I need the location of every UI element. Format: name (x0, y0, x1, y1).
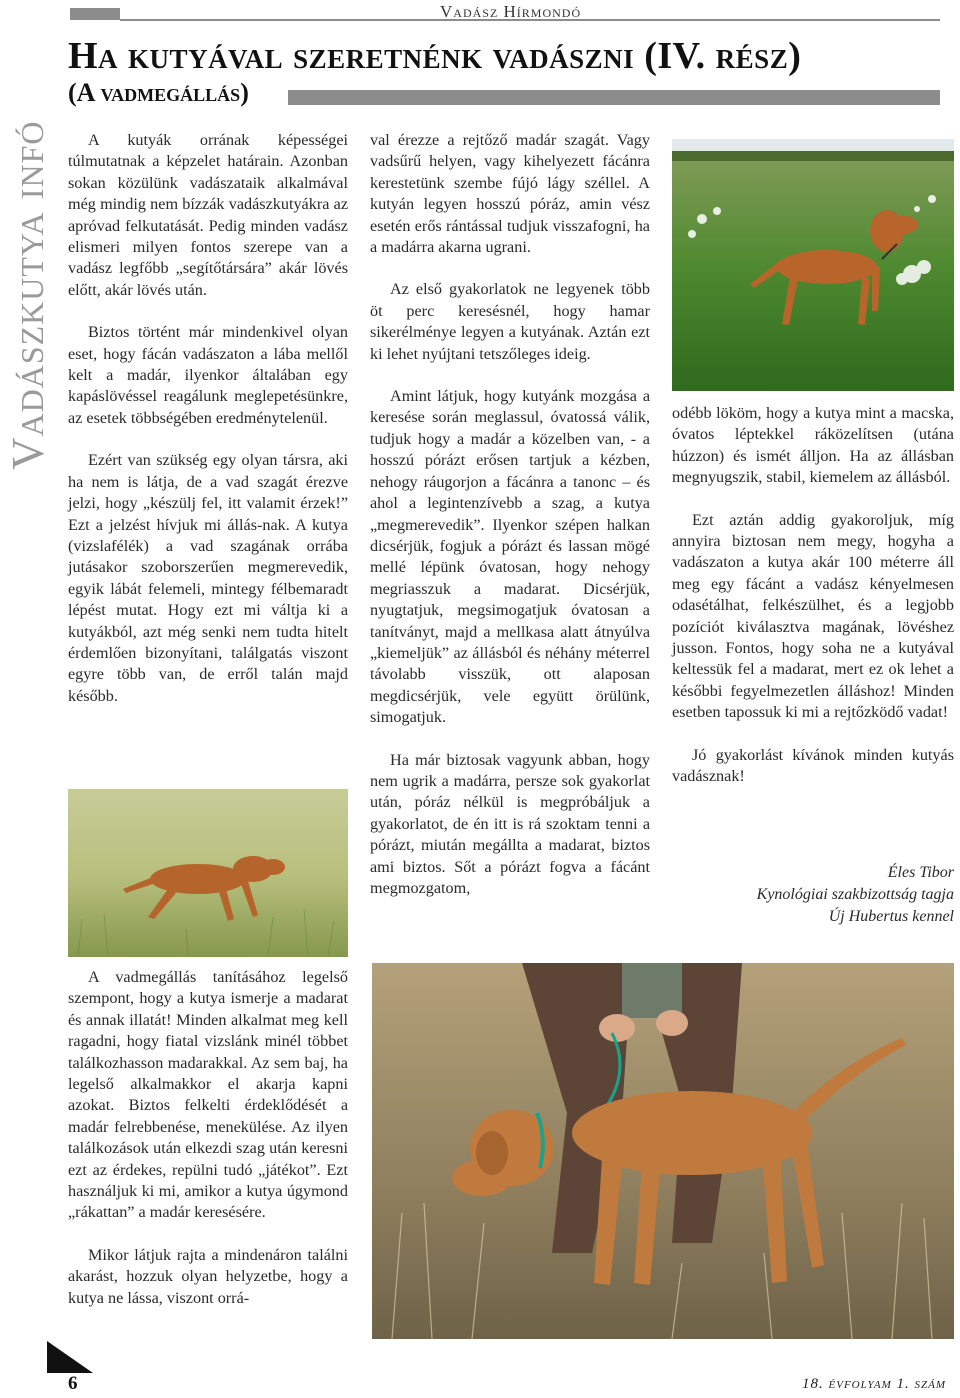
photo-dog-creeping (68, 789, 348, 957)
article-subtitle: (A vadmegállás) (68, 78, 249, 107)
title-rule (288, 90, 940, 105)
paragraph: Jó gyakorlást kívánok minden kutyás vadásznak! (672, 745, 954, 786)
paragraph: Az első gyakorlatok ne legyenek több öt perc keresésnél, hogy hamar sikerélménye legyen a kutyának. Aztán ezt ki lehet nyújtani tetszőleges ideig. (370, 280, 650, 363)
paragraph: Amint látjuk, hogy kutyánk mozgása a keresése során meglassul, óvatossá válik, tudjuk hogy a madár a közelben van, - a hosszú pórázt erősen tartjuk a kézben, nehogy ráugorjon a fácánra a tanonc – és ahol a legintenzívebb a szag, a kutya „megmerevedik”. Ilyenkor szépen halkan dicsérjük, fogjuk a pórázt és lassan mögé mellé lépünk óvatosan, hogy nehogy megriasszuk a madarat. Dicsérjük, nyugtatjuk, megsimogatjuk óvatosan a tanítványt, majd a mellkasa alatt átnyúlva „kiemeljük” az állásból és néhány méterrel távolabb visszük, ott alaposan megdicsérjük, vele együtt örülünk, simogatjuk. (370, 387, 650, 727)
paragraph: Ezt aztán addig gyakoroljuk, míg annyira biztosan nem megy, hogyha a vadászaton a kutya akár 100 méterre áll meg egy fácánt a vadász kényelmesen odasétálhat, felkészülhet, és a legjobb pozíciót kiválasztva magának, lövéshez jusson. Fontos, hogy soha ne a kutyával keltessük fel a madarat, mert ez ok lehet a későbbi fegyelmezetlen álláshoz! Minden esetben tapossuk ki mi a rejtőzködő vadat! (672, 510, 954, 722)
paragraph: A kutyák orrának képességei túlmutatnak a képzelet határain. Azonban sokan közülünk vadászataik alkalmával még mindig nem bízzák vadászkutyákra az apróvad felkutatását. Pedig minden vadász elismeri milyen fontos szerepe van a vadász legfőbb „segítőtársára” akár lövés előtt, akár lövés után. (68, 131, 348, 299)
author-name: Éles Tibor (887, 864, 954, 881)
column-2 (370, 130, 650, 899)
header-bar (70, 8, 120, 20)
author-kennel: Új Hubertus kennel (828, 908, 954, 925)
paragraph: A vadmegállás tanításához legelső szempont, hogy a kutya ismerje a madarat és annak illatát! Minden alkalmat meg kell ragadni, hogy fiatal vizslánk minél többet találkozhasson madarakkal. Az sem baj, ha legelső alkalmakkor el akarja kapni azokat. Biztos felkelti érdeklődését a madár felrebbenése, menekülése. Az ilyen találkozások után elkezdi szag után keresni ezt az érdekes, repülni tudó „játékot”. Ezt használjuk ki mi, amikor a kutya úgymond „rákattan” a madár keresésére. (68, 968, 348, 1222)
issue-info: 18. évfolyam 1. szám (802, 1376, 946, 1392)
paragraph: Ha már biztosak vagyunk abban, hogy nem ugrik a madárra, persze sok gyakorlat után, póráz nélkül is megpróbáljuk a gyakorlatot, de én itt is rá szoktam tenni a pórázt, miután megálltа a madarat, biztos ami biztos. Sőt a pórázt fogva a fácánt megmozgatom, (370, 750, 650, 897)
section-side-label: Vadászkutya infó (3, 120, 53, 470)
paragraph: val érezze a rejtőző madár szagát. Vagy vadsűrű helyen, vagy kihelyezett fácánra kerestetünk szembe fújó lágy széllel. A kutyán legyen hosszú póráz, amin vész esetén erős rántással tudjuk visszafogni, ha a madárra akarna ugrani. (370, 131, 650, 257)
paragraph: Biztos történt már mindenkivel olyan eset, hogy fácán vadászaton a lába mellől kelt a madár, ilyenkor általában egy kapáslövéssel reagálunk meglepetésünkre, az esetek többségében eredménytelenül. (68, 323, 348, 427)
author-signature (672, 862, 954, 928)
column-3 (672, 403, 954, 788)
author-role: Kynológiai szakbizottság tagja (756, 886, 954, 903)
magazine-title: Vadász Hírmondó (440, 2, 582, 21)
paragraph: Mikor látjuk rajta a mindenáron találni akarást, hozzuk olyan helyzetbe, hogy a kutya ne lássa, viszont orrá- (68, 1245, 348, 1307)
paragraph: odébb lököm, hogy a kutya mint a macska, óvatos léptekkel ráközelítsen (utána húzzon) és ismét álljon. Ha az állásban megnyugszik, stabil, kiemelem az állásból. (672, 404, 954, 487)
photo-dog-on-leash (372, 963, 954, 1339)
article-title: Ha kutyával szeretnénk vadászni (IV. rész) (68, 35, 802, 77)
column-1-bottom (68, 967, 348, 1309)
column-1-top (68, 130, 348, 707)
page-number: 6 (68, 1373, 78, 1394)
paragraph: Ezért van szükség egy olyan társra, aki ha nem is látja, de a vad szagát érezve jelzi, hogy „készülj fel, itt valamit érzek!” Ezt a jelzést hívjuk mi állás-nak. A kutya (vizslafélék) a vad szagának orrába jutásakor szoborszerűen megmerevedik, egyik lábát felemeli, mintegy félbemaradt lépést mutat. Hogy ezt mi váltja ki a kutyákból, azt még senki nem tudta hitelt érdemlően bizonyítani, találgatás viszont egyre több van, de erről talán majd később. (68, 451, 348, 705)
corner-triangle (47, 1341, 93, 1373)
photo-dog-standing (672, 139, 954, 391)
